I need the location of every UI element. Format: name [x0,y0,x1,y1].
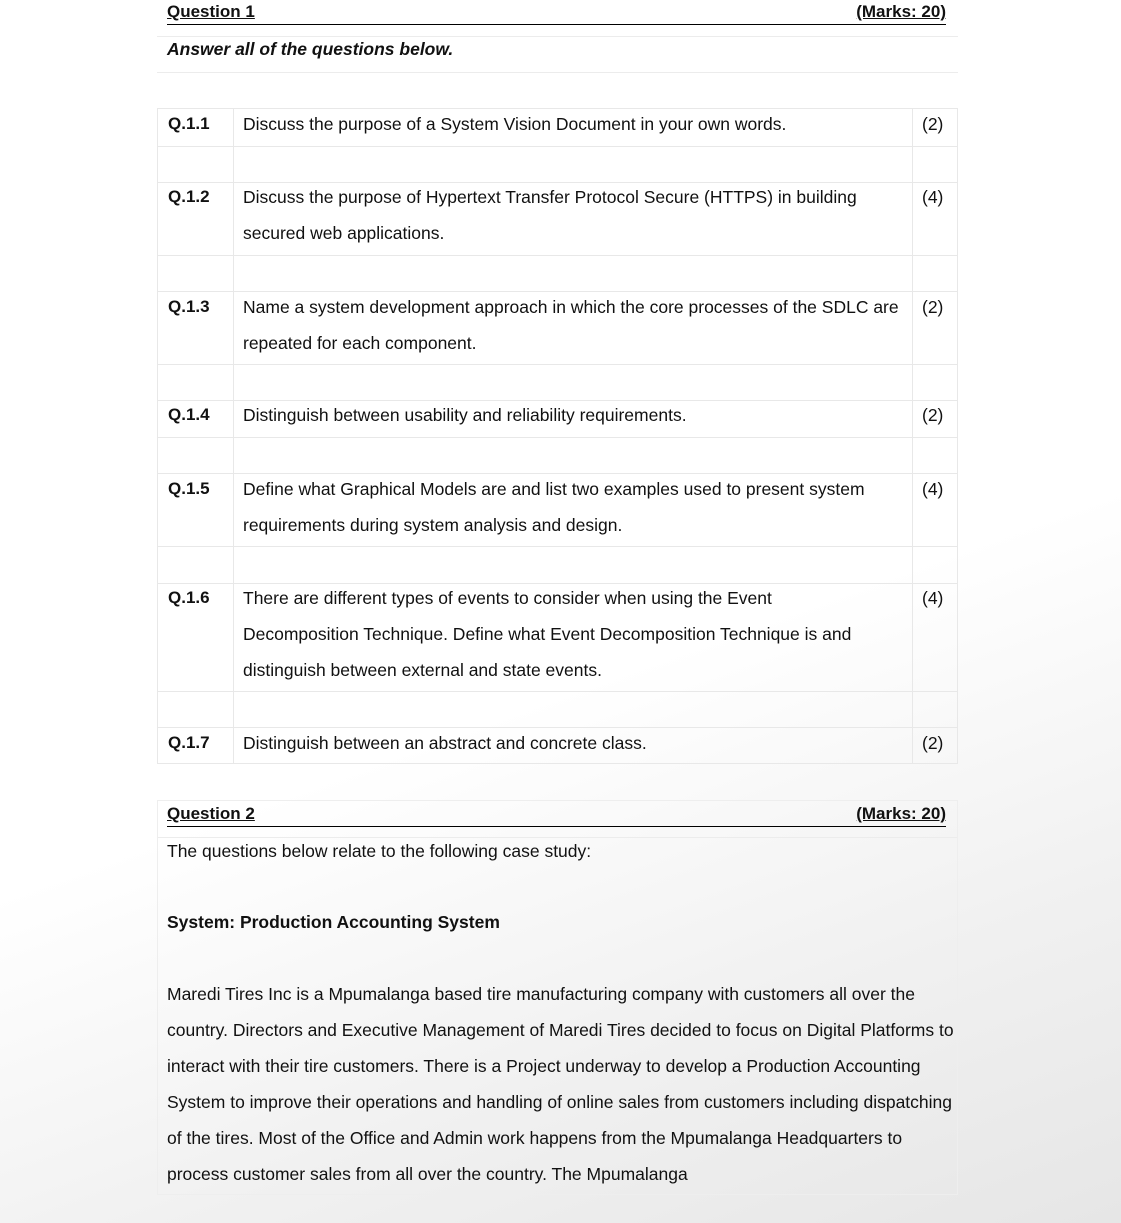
question-marks: (4) [922,588,944,608]
q1-instruction: Answer all of the questions below. [167,39,454,59]
question-marks: (2) [922,297,944,317]
question-number: Q.1.2 [168,187,210,206]
question-number: Q.1.4 [168,405,210,424]
question-number: Q.1.7 [168,733,210,752]
question-marks: (2) [922,733,944,753]
question-text: Define what Graphical Models are and list two examples used to present system requirements during system analysis and design. [243,479,865,535]
question-marks: (4) [922,187,944,207]
question-2-marks: (Marks: 20) [856,804,946,823]
row-divider [157,0,958,37]
question-marks: (2) [922,114,944,134]
question-marks: (2) [922,405,944,425]
question-2-title: Question 2 [167,804,255,823]
question-number: Q.1.3 [168,297,210,316]
row-divider [157,36,958,73]
question-text: Discuss the purpose of a System Vision Document in your own words. [243,114,787,134]
question-marks: (4) [922,479,944,499]
question-table [157,108,958,764]
question-text: There are different types of events to consider when using the Event Decomposition Technique. Define what Event Decomposition Technique is and distinguish between external and state events. [243,588,852,680]
question-number: Q.1.6 [168,588,210,607]
case-study-intro: The questions below relate to the following case study: [167,841,592,861]
question-1-marks: (Marks: 20) [856,2,946,21]
row-divider [157,72,958,109]
case-study-text: Maredi Tires Inc is a Mpumalanga based tire manufacturing company with customers all over the country. Directors and Executive Management of Maredi Tires decided to focus on Digital Platforms to interact with their tire customers. There is a Project underway to develop a Production Accounting System to improve their operations and handling of online sales from customers including dispatching of the tires. Most of the Office and Admin work happens from the Mpumalanga Headquarters to process customer sales from all over the country. The Mpumalanga [167,984,954,1184]
case-study-box [157,800,958,1195]
question-text: Distinguish between an abstract and concrete class. [243,733,647,753]
question-1-title: Question 1 [167,2,255,21]
question-text: Name a system development approach in which the core processes of the SDLC are repeated for each component. [243,297,899,353]
question-text: Discuss the purpose of Hypertext Transfer Protocol Secure (HTTPS) in building secured web applications. [243,187,857,243]
question-number: Q.1.5 [168,479,210,498]
question-number: Q.1.1 [168,114,210,133]
system-title: System: Production Accounting System [167,912,500,932]
question-text: Distinguish between usability and reliability requirements. [243,405,687,425]
